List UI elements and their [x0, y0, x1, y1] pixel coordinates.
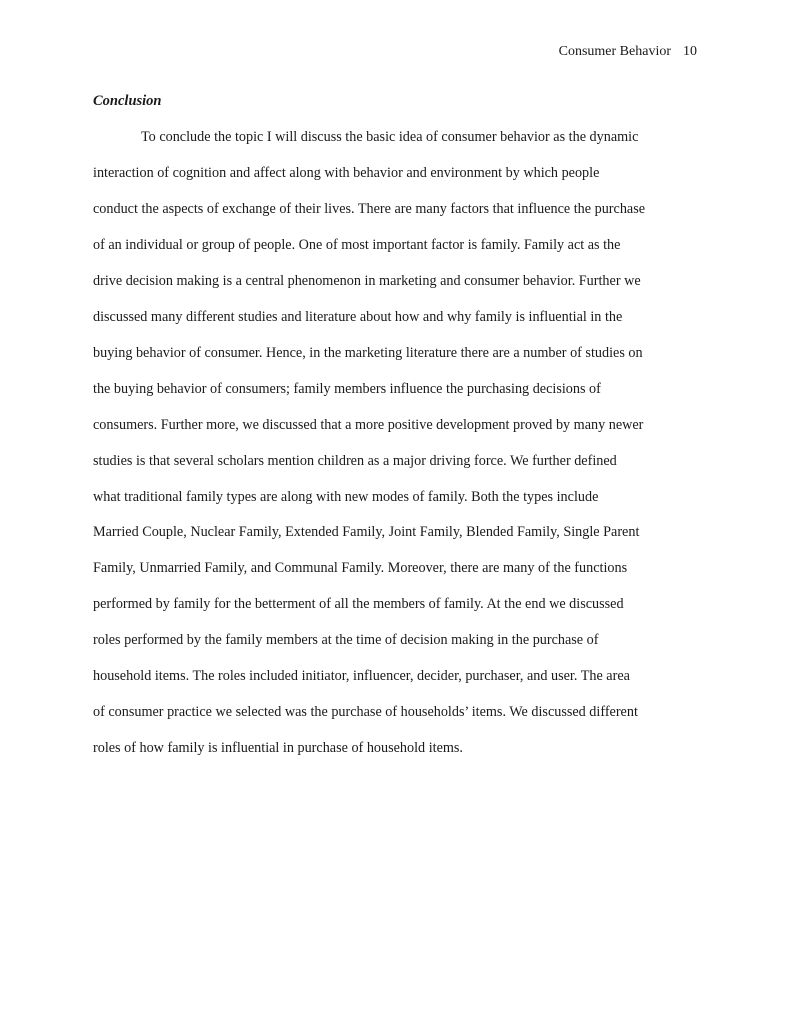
paragraph-line: To conclude the topic I will discuss the basic idea of consumer behavior as the dynamic	[141, 129, 639, 145]
paragraph-line: Married Couple, Nuclear Family, Extended Family, Joint Family, Blended Family, Single Parent	[93, 524, 640, 540]
page-number: 10	[683, 44, 697, 59]
section-heading: Conclusion	[93, 93, 162, 109]
paragraph-line: of consumer practice we selected was the purchase of households’ items. We discussed different	[93, 704, 638, 720]
paragraph-line: buying behavior of consumer. Hence, in the marketing literature there are a number of studies on	[93, 345, 643, 361]
paragraph-line: conduct the aspects of exchange of their lives. There are many factors that influence the purchase	[93, 201, 646, 217]
paragraph-line: of an individual or group of people. One of most important factor is family. Family act as the	[93, 237, 621, 253]
paragraph-line: household items. The roles included initiator, influencer, decider, purchaser, and user. The area	[93, 668, 630, 684]
paragraph-line: performed by family for the betterment of all the members of family. At the end we discussed	[93, 596, 624, 612]
paragraph-line: interaction of cognition and affect along with behavior and environment by which people	[93, 165, 600, 181]
paragraph-line: Family, Unmarried Family, and Communal Family. Moreover, there are many of the functions	[93, 560, 628, 576]
paragraph-line: discussed many different studies and literature about how and why family is influential in the	[93, 309, 623, 325]
paragraph-line: roles performed by the family members at the time of decision making in the purchase of	[93, 632, 599, 648]
running-head-title: Consumer Behavior	[558, 44, 671, 59]
paragraph-line: what traditional family types are along with new modes of family. Both the types include	[93, 489, 599, 505]
paragraph-line: studies is that several scholars mention children as a major driving force. We further defined	[93, 453, 617, 469]
paragraph-line: roles of how family is influential in purchase of household items.	[93, 740, 463, 756]
paragraph-line: drive decision making is a central phenomenon in marketing and consumer behavior. Further we	[93, 273, 641, 289]
paragraph-line: the buying behavior of consumers; family members influence the purchasing decisions of	[93, 381, 601, 397]
paragraph-line: consumers. Further more, we discussed that a more positive development proved by many newer	[93, 417, 644, 433]
